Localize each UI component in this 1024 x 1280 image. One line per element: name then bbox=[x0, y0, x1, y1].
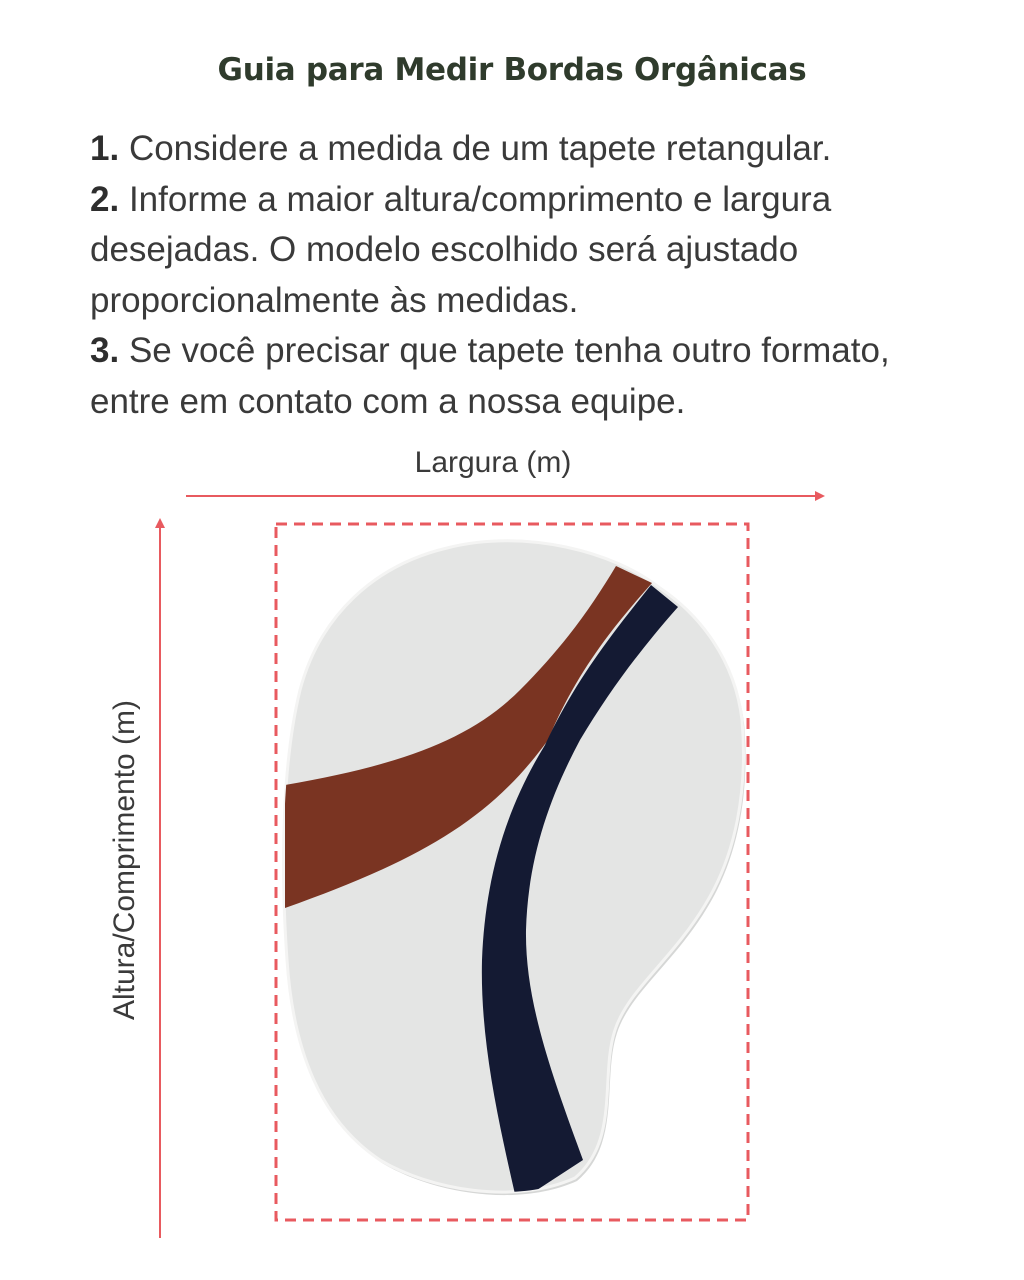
height-label: Altura/Comprimento (m) bbox=[108, 699, 141, 1021]
step-text: Informe a maior altura/comprimento e largura desejadas. O modelo escolhido será ajustado proporcionalmente às medidas. bbox=[90, 179, 832, 320]
width-label: Largura (m) bbox=[414, 446, 572, 479]
width-arrowhead bbox=[815, 491, 825, 501]
organic-rug-image bbox=[283, 541, 745, 1203]
step-text: Considere a medida de um tapete retangular. bbox=[128, 129, 832, 168]
step-number: 2. bbox=[90, 179, 120, 219]
step-text: Se você precisar que tapete tenha outro formato, entre em contato com a nossa equipe. bbox=[90, 331, 890, 421]
page-title: Guia para Medir Bordas Orgânicas bbox=[217, 52, 807, 88]
height-arrowhead bbox=[155, 518, 165, 528]
step-number: 1. bbox=[90, 129, 120, 168]
step-number: 3. bbox=[90, 331, 120, 370]
